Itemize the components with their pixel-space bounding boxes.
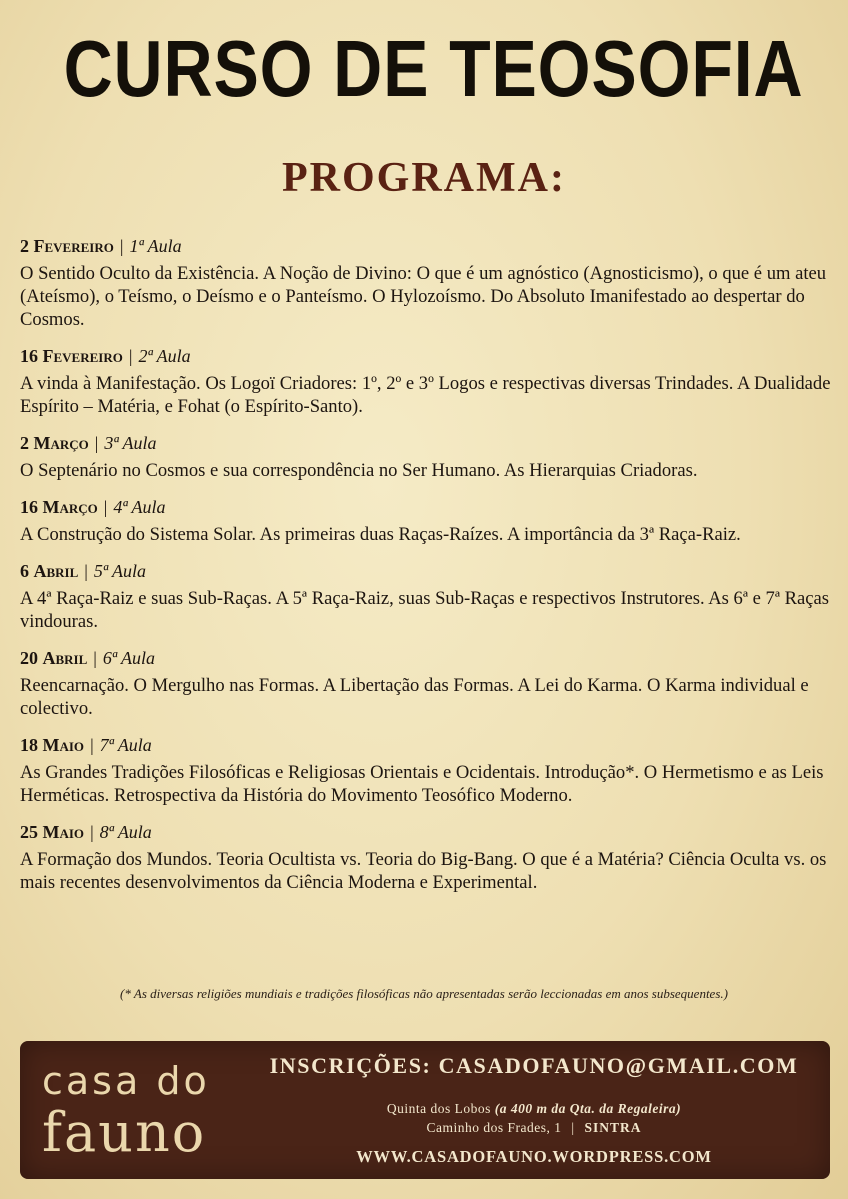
session-lesson: 7ª Aula: [99, 735, 152, 755]
session-description: A Construção do Sistema Solar. As primeiras duas Raças-Raízes. A importância da 3ª Raça-Raiz.: [20, 524, 741, 545]
session-day: 2: [20, 236, 29, 256]
session-header: [20, 234, 832, 258]
session-header: [20, 559, 832, 583]
session-month: Março: [42, 497, 98, 517]
session-item: [20, 646, 832, 720]
session-separator: |: [90, 822, 94, 842]
session-separator: |: [84, 561, 88, 581]
session-lesson: 6ª Aula: [102, 648, 156, 668]
session-day: 18: [20, 735, 38, 755]
address-place: Quinta dos Lobos: [386, 1101, 491, 1116]
session-month: Março: [33, 433, 89, 453]
session-month: Maio: [42, 735, 85, 755]
session-lesson: 1ª Aula: [129, 236, 182, 256]
session-header: [20, 344, 832, 368]
session-item: [20, 559, 832, 633]
session-day: 16: [20, 346, 38, 366]
footnote: (* As diversas religiões mundiais e tradições filosóficas não apresentadas serão leccionadas em anos subsequentes.): [120, 986, 728, 1001]
session-item: [20, 344, 832, 418]
session-header: [20, 431, 832, 455]
address-line-2: [254, 1118, 814, 1137]
address-town: SINTRA: [584, 1120, 642, 1135]
session-lesson: 8ª Aula: [99, 822, 152, 842]
session-separator: |: [93, 648, 97, 668]
session-description: As Grandes Tradições Filosóficas e Religiosas Orientais e Ocidentais. Introdução*. O Hermetismo e as Leis Herméticas. Retrospectiva da História do Movimento Teosófico Moderno.: [20, 762, 824, 806]
logo-line-1: casa do: [42, 1059, 210, 1103]
session-day: 25: [20, 822, 38, 842]
session-separator: |: [103, 497, 108, 517]
session-item: [20, 820, 832, 894]
session-description: Reencarnação. O Mergulho nas Formas. A Libertação das Formas. A Lei do Karma. O Karma individual e colectivo.: [20, 675, 809, 719]
session-day: 2: [20, 433, 29, 453]
session-description: A 4ª Raça-Raiz e suas Sub-Raças. A 5ª Raça-Raiz, suas Sub-Raças e respectivos Instrutores. As 6ª e 7ª Raças vindouras.: [20, 588, 829, 632]
session-separator: |: [119, 236, 124, 256]
session-day: 6: [20, 561, 29, 581]
session-month: Abril: [42, 648, 88, 668]
address: [254, 1099, 814, 1137]
session-day: 20: [20, 648, 38, 668]
session-header: [20, 646, 832, 670]
session-item: [20, 431, 832, 482]
session-separator: |: [128, 346, 133, 366]
session-header: [20, 495, 832, 519]
contact-info: [254, 1051, 814, 1167]
session-lesson: 3ª Aula: [104, 433, 157, 453]
casa-do-fauno-logo: [42, 1059, 242, 1163]
address-note: (a 400 m da Qta. da Regaleira): [494, 1101, 682, 1116]
session-lesson: 5ª Aula: [93, 561, 147, 581]
session-separator: |: [94, 433, 99, 453]
session-month: Fevereiro: [42, 346, 123, 366]
session-lesson: 2ª Aula: [138, 346, 191, 366]
session-description: O Septenário no Cosmos e sua correspondência no Ser Humano. As Hierarquias Criadoras.: [20, 460, 698, 481]
session-lesson: 4ª Aula: [113, 497, 166, 517]
logo-line-2: fauno: [42, 1101, 207, 1164]
session-description: A vinda à Manifestação. Os Logoï Criadores: 1º, 2º e 3º Logos e respectivas diversas Trindades. A Dualidade Espírito – Matéria, e Fohat (o Espírito-Santo).: [20, 373, 831, 417]
page-subtitle: PROGRAMA:: [282, 155, 566, 201]
website-link[interactable]: WWW.CASADOFAUNO.WORDPRESS.COM: [356, 1147, 712, 1166]
page-title: CURSO DE TEOSOFIA: [63, 24, 804, 113]
session-month: Fevereiro: [33, 236, 114, 256]
session-item: [20, 495, 832, 546]
program-list: [20, 234, 832, 907]
session-header: [20, 820, 832, 844]
session-header: [20, 733, 832, 757]
footer-banner: [20, 1041, 830, 1179]
session-separator: |: [90, 735, 94, 755]
address-street: Caminho dos Frades, 1: [426, 1120, 562, 1135]
session-day: 16: [20, 497, 38, 517]
registration-email[interactable]: INSCRIÇÕES: CASADOFAUNO@GMAIL.COM: [269, 1053, 799, 1078]
session-description: O Sentido Oculto da Existência. A Noção de Divino: O que é um agnóstico (Agnosticismo), o que é um ateu (Ateísmo), o Teísmo, o Deísmo e o Panteísmo. O Hylozoísmo. Do Absoluto Imanifestado ao despertar do Cosmos.: [20, 263, 827, 330]
session-item: [20, 234, 832, 331]
session-month: Abril: [33, 561, 79, 581]
session-description: A Formação dos Mundos. Teoria Ocultista vs. Teoria do Big-Bang. O que é a Matéria? Ciência Oculta vs. os mais recentes desenvolvimentos da Ciência Moderna e Experimental.: [20, 849, 827, 893]
session-month: Maio: [42, 822, 85, 842]
session-item: [20, 733, 832, 807]
address-line-1: [254, 1099, 814, 1118]
address-separator: |: [571, 1120, 575, 1135]
